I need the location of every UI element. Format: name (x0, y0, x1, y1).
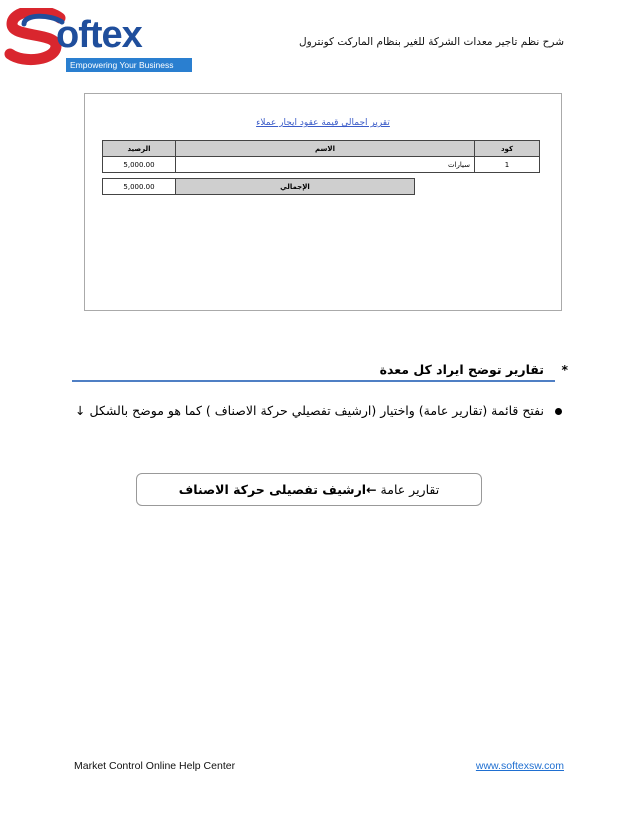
logo-tagline: Empowering Your Business Future (66, 58, 192, 72)
table-row (103, 157, 540, 173)
menu-path-box (136, 473, 482, 506)
cell-name: سيارات (176, 157, 475, 173)
report-total-row (102, 178, 415, 195)
section-divider (72, 380, 555, 382)
footer-help-center: Market Control Online Help Center (74, 760, 236, 772)
total-label: الإجمالي (176, 179, 415, 195)
section-heading (380, 362, 566, 377)
report-title: تقرير اجمالي قيمة عقود ايجار عملاء (256, 118, 390, 128)
bullet-icon (555, 408, 562, 415)
menu-path-items-movement: ارشيف تفصيلى حركة الاصناف (178, 482, 367, 497)
softex-logo (4, 8, 194, 84)
section-heading-text: تقارير توضح ايراد كل معدة (379, 362, 544, 377)
column-header-balance: الرصيد (103, 141, 176, 157)
menu-path-general-reports: تقارير عامة (380, 482, 440, 497)
arrow-left-icon: ← (366, 482, 377, 497)
report-table (102, 140, 540, 173)
footer-website-link[interactable]: www.softexsw.com (475, 760, 564, 772)
column-header-name: الاسم (176, 141, 475, 157)
page-header-title: شرح نظم تاجير معدات الشركة للغير بنظام الماركت كونترول (299, 36, 564, 48)
column-header-code: كود (475, 141, 540, 157)
cell-code: 1 (475, 157, 540, 173)
total-value: 5,000.00 (103, 179, 176, 195)
cell-balance: 5,000.00 (103, 157, 176, 173)
bullet-paragraph: نفتح قائمة (تقارير عامة) واختيار (ارشيف تفصيلي حركة الاصناف ) كما هو موضح بالشكل ↓ (75, 403, 544, 418)
report-header-row (103, 141, 540, 157)
report-screenshot (84, 93, 562, 311)
asterisk-icon: * (561, 362, 568, 377)
logo-wordmark: oftex (56, 14, 142, 56)
